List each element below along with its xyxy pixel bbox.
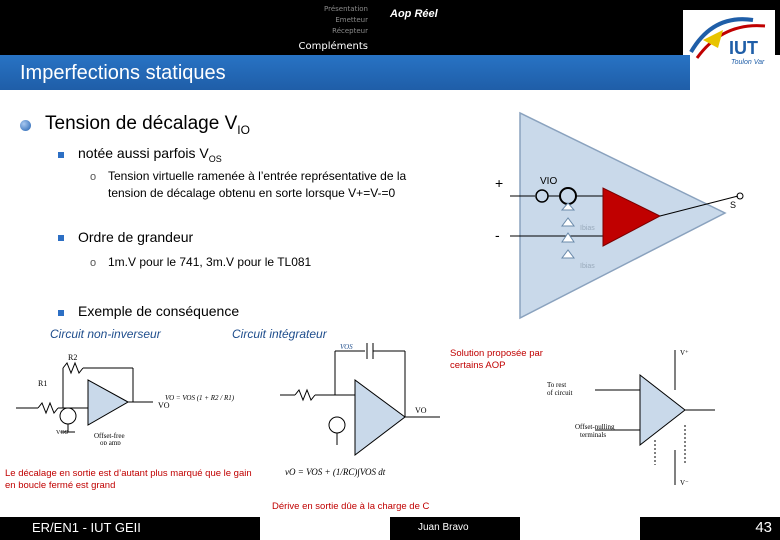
to-rest-label: To rest (547, 381, 567, 389)
nav-menu (299, 4, 368, 55)
svg-text:IUT: IUT (729, 38, 758, 58)
bullet-icon (20, 120, 31, 131)
ibias-label: Ibias (580, 225, 595, 232)
op-amp-label: op amp (100, 439, 121, 445)
sub-bullet-marker: o (90, 257, 97, 269)
nav-item-recepteur[interactable]: Récepteur (332, 27, 368, 35)
vo-label: VO (158, 401, 170, 410)
minus-label: - (495, 227, 500, 243)
of-circuit-label: of circuit (547, 389, 573, 397)
caption-derive: Dérive en sortie dûe à la charge de C (272, 501, 430, 512)
bullet-tension: Tension virtuelle ramenée à l’entrée représentative de la tension de décalage obtenu en sorte lorsque V+=V-=0 (108, 169, 407, 200)
aop-label: AOP (617, 204, 639, 215)
opamp-diagram (490, 108, 760, 323)
nav-item-emetteur[interactable]: Emetteur (335, 16, 368, 24)
page-number: 43 (755, 519, 772, 536)
bullet-exemple: Exemple de conséquence (78, 303, 240, 319)
bullet-ordre-detail: 1m.V pour le 741, 3m.V pour le TL081 (108, 255, 312, 269)
square-bullet-icon (58, 152, 64, 158)
non-inverting-circuit (8, 350, 270, 445)
square-bullet-icon (58, 235, 64, 241)
bullet-ordre: Ordre de grandeur (78, 229, 194, 245)
output-label: S (730, 200, 737, 210)
formula-nonin: VO = VOS (1 + R2 / R1) (165, 394, 235, 402)
svg-text:Toulon Var: Toulon Var (731, 59, 765, 66)
ideal-label: idéal (617, 216, 639, 227)
footer-author: Juan Bravo (418, 522, 469, 533)
r1-label: R1 (38, 379, 48, 388)
caption-integrateur: Circuit intégrateur (232, 327, 327, 341)
offset-free-label: Offset-free (94, 432, 125, 440)
bullet-main: Tension de décalage $V_{IO}$ (45, 113, 250, 137)
vio-label: VIO (540, 176, 558, 187)
footer-middle (390, 517, 520, 540)
vos-label: VOS (56, 430, 69, 436)
terminals-label: terminals (580, 431, 607, 439)
square-bullet-icon (58, 310, 64, 316)
sub-bullet-marker: o (90, 171, 97, 183)
integrator-circuit (275, 335, 455, 495)
vos-label: VOS (340, 343, 353, 351)
footer-right (640, 517, 780, 540)
caption-solution: Solution proposée par certains AOP (450, 348, 543, 371)
footer-course: ER/EN1 - IUT GEII (32, 520, 141, 535)
ibias-label: Ibias (580, 263, 595, 270)
nav-item-presentation[interactable]: Présentation (324, 5, 368, 13)
iut-logo (683, 10, 775, 68)
slide-title: Imperfections statiques (20, 62, 226, 84)
vplus-label: V⁺ (680, 349, 689, 357)
vminus-label: V⁻ (680, 479, 689, 487)
caption-decalage: Le décalage en sortie est d’autant plus marqué que le gain en boucle fermé est grand (5, 468, 252, 491)
footer-left (0, 517, 260, 540)
caption-non-inverseur: Circuit non-inverseur (50, 327, 161, 341)
section-title: Aop Réel (390, 8, 438, 20)
r2-label: R2 (68, 353, 78, 362)
title-bar (0, 55, 690, 90)
offset-nulling-circuit (545, 345, 725, 495)
vo-label: VO (415, 406, 427, 415)
bullet-notee: notée aussi parfois $V_{OS}$ (78, 145, 222, 164)
nav-item-complements[interactable]: Compléments (298, 41, 368, 52)
plus-label: + (495, 175, 504, 191)
formula-integrator: vO = VOS + (1/RC)∫VOS dt (285, 467, 386, 477)
offset-nulling-label: Offset-nulling (575, 423, 615, 431)
